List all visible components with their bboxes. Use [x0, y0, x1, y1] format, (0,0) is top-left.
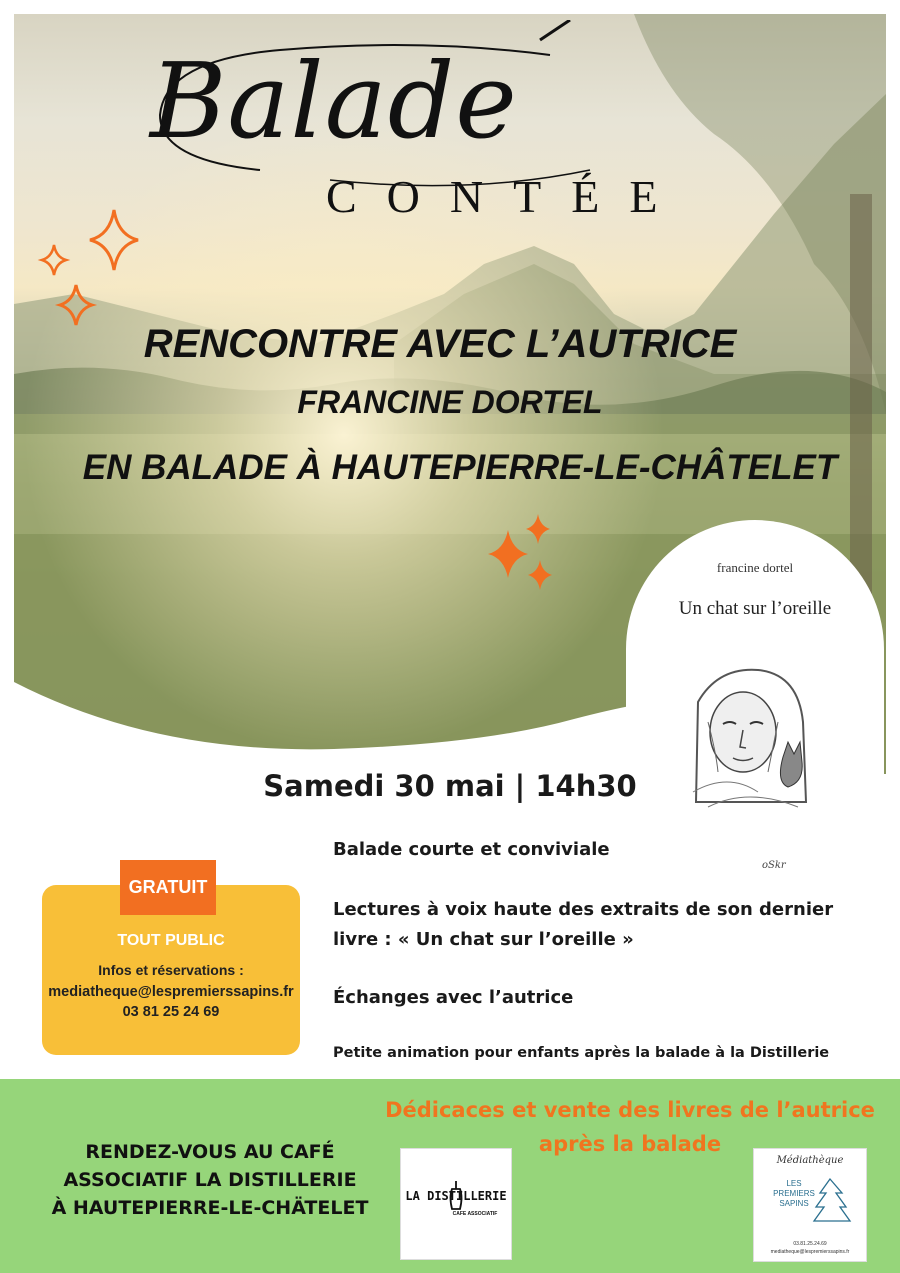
meeting-place — [30, 1138, 390, 1222]
program-item-exchange: Échanges avec l’autrice — [333, 987, 574, 1008]
program-item-walk: Balade courte et conviviale — [333, 839, 610, 860]
sparkle-icon — [36, 205, 146, 335]
program-item-reading-line1: Lectures à voix haute des extraits de son dernier — [333, 899, 834, 920]
sparkle-cluster-icon — [484, 512, 564, 602]
headline-line-3: EN BALADE À HAUTEPIERRE-LE-CHÂTELET — [82, 448, 838, 487]
event-date-time: Samedi 30 mai | 14h30 — [263, 769, 637, 803]
title-subtitle: CONTÉE — [326, 171, 688, 222]
mediatheque-name-les: LES — [786, 1179, 802, 1188]
meeting-place-line2: ASSOCIATIF LA DISTILLERIE — [63, 1169, 357, 1191]
mediatheque-email: mediatheque@lespremierssapins.fr — [770, 1249, 850, 1255]
fir-tree-icon — [810, 1175, 854, 1225]
info-label: Infos et réservations : — [98, 962, 244, 978]
headline-author-name: FRANCINE DORTEL — [297, 384, 603, 420]
dedication-line1: Dédicaces et vente des livres de l’autrice — [385, 1098, 875, 1122]
mediatheque-name-premiers: PREMIERS — [773, 1189, 815, 1198]
audience-label: TOUT PUBLIC — [117, 932, 225, 949]
still-icon — [447, 1179, 465, 1213]
distillerie-logo-sub: CAFE ASSOCIATIF — [452, 1211, 498, 1217]
price-badge: GRATUIT — [120, 860, 216, 915]
book-title: Un chat sur l’oreille — [678, 598, 832, 619]
mediatheque-name-sapins: SAPINS — [779, 1199, 809, 1208]
contact-email[interactable]: mediatheque@lespremierssapins.fr — [48, 984, 294, 1000]
mediatheque-phone: 03.81.25.24.69 — [793, 1241, 827, 1247]
program-item-kids: Petite animation pour enfants après la balade à la Distillerie — [333, 1045, 830, 1061]
program-item-reading-line2: livre : « Un chat sur l’oreille » — [333, 929, 634, 950]
mediatheque-logo — [753, 1148, 867, 1262]
contact-phone: 03 81 25 24 69 — [122, 1004, 220, 1020]
distillerie-logo — [400, 1148, 512, 1260]
meeting-place-line3: À HAUTEPIERRE-LE-CHÄTELET — [51, 1197, 369, 1219]
book-author: francine dortel — [716, 560, 794, 575]
title-script: Balade — [150, 40, 518, 162]
headline-line-1: RENCONTRE AVEC L’AUTRICE — [143, 322, 737, 366]
book-signature: oSkr — [762, 860, 786, 871]
dedication-line2: après la balade — [538, 1132, 722, 1156]
meeting-place-line1: RENDEZ-VOUS AU CAFÉ — [85, 1141, 335, 1163]
distillerie-logo-name: LA DISTILLERIE — [405, 1189, 507, 1203]
mediatheque-logo-script: Médiathèque — [776, 1155, 844, 1166]
